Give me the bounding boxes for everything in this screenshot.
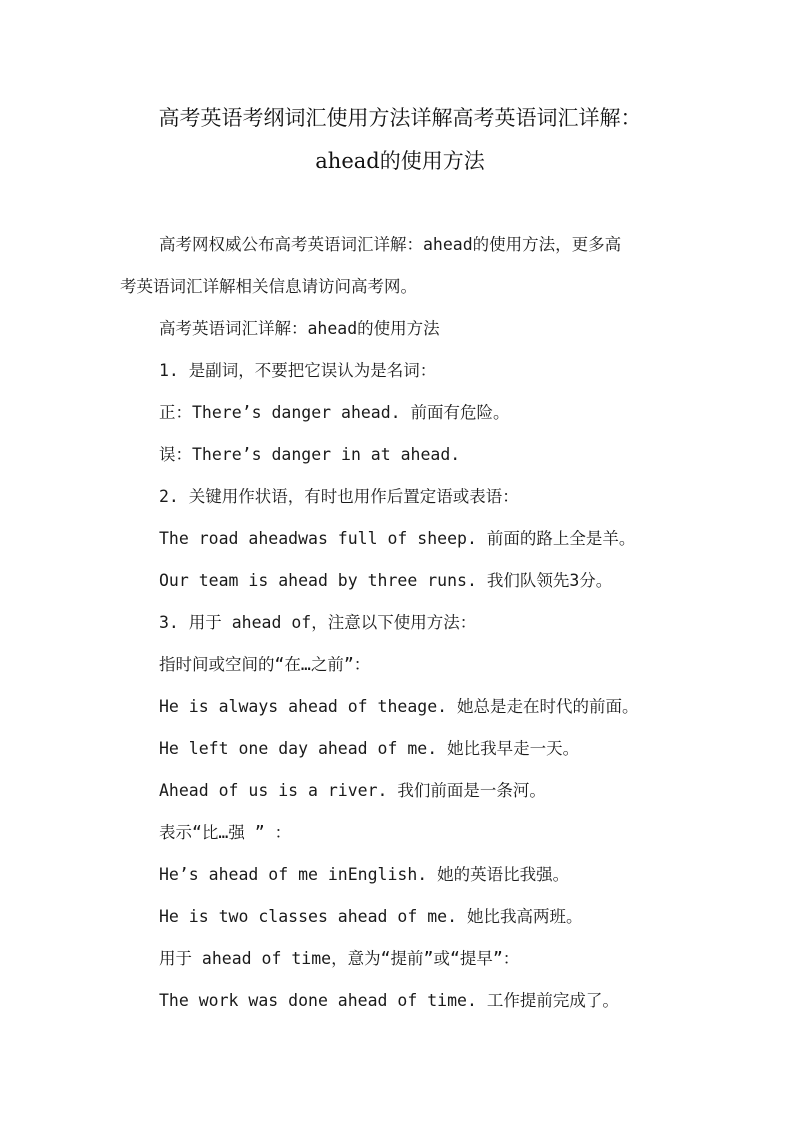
example-work-done: The work was done ahead of time. 工作提前完成了。 (159, 991, 619, 1010)
example-wrong: 误：There’s danger in at ahead. (159, 445, 461, 464)
subrule-better-than: 表示“比…强 ” ： (159, 823, 292, 842)
subrule-time-space: 指时间或空间的“在…之前”： (159, 655, 371, 674)
document-title-line-1: 高考英语考纲词汇使用方法详解高考英语词汇详解： (158, 106, 642, 130)
paragraph-intro-line-1: 高考网权威公布高考英语词汇详解：ahead的使用方法，更多高 (159, 235, 622, 254)
example-english: He’s ahead of me inEnglish. 她的英语比我强。 (159, 865, 570, 884)
example-age: He is always ahead of theage. 她总是走在时代的前面。 (159, 697, 639, 716)
section-heading: 高考英语词汇详解：ahead的使用方法 (159, 319, 440, 338)
example-road: The road aheadwas full of sheep. 前面的路上全是羊。 (159, 529, 636, 548)
document-title-line-2: ahead的使用方法 (315, 149, 485, 173)
rule-1: 1. 是副词，不要把它误认为是名词： (159, 361, 437, 380)
paragraph-intro-line-2: 考英语词汇详解相关信息请访问高考网。 (120, 277, 417, 296)
subrule-ahead-of-time: 用于 ahead of time，意为“提前”或“提早”： (159, 949, 520, 968)
example-river: Ahead of us is a river. 我们前面是一条河。 (159, 781, 546, 800)
example-correct: 正：There’s danger ahead. 前面有危险。 (159, 403, 510, 422)
rule-2: 2. 关键用作状语，有时也用作后置定语或表语： (159, 487, 519, 506)
example-team: Our team is ahead by three runs. 我们队领先3分。 (159, 571, 613, 590)
rule-3: 3. 用于 ahead of，注意以下使用方法： (159, 613, 477, 632)
example-classes: He is two classes ahead of me. 她比我高两班。 (159, 907, 583, 926)
example-one-day: He left one day ahead of me. 她比我早走一天。 (159, 739, 580, 758)
